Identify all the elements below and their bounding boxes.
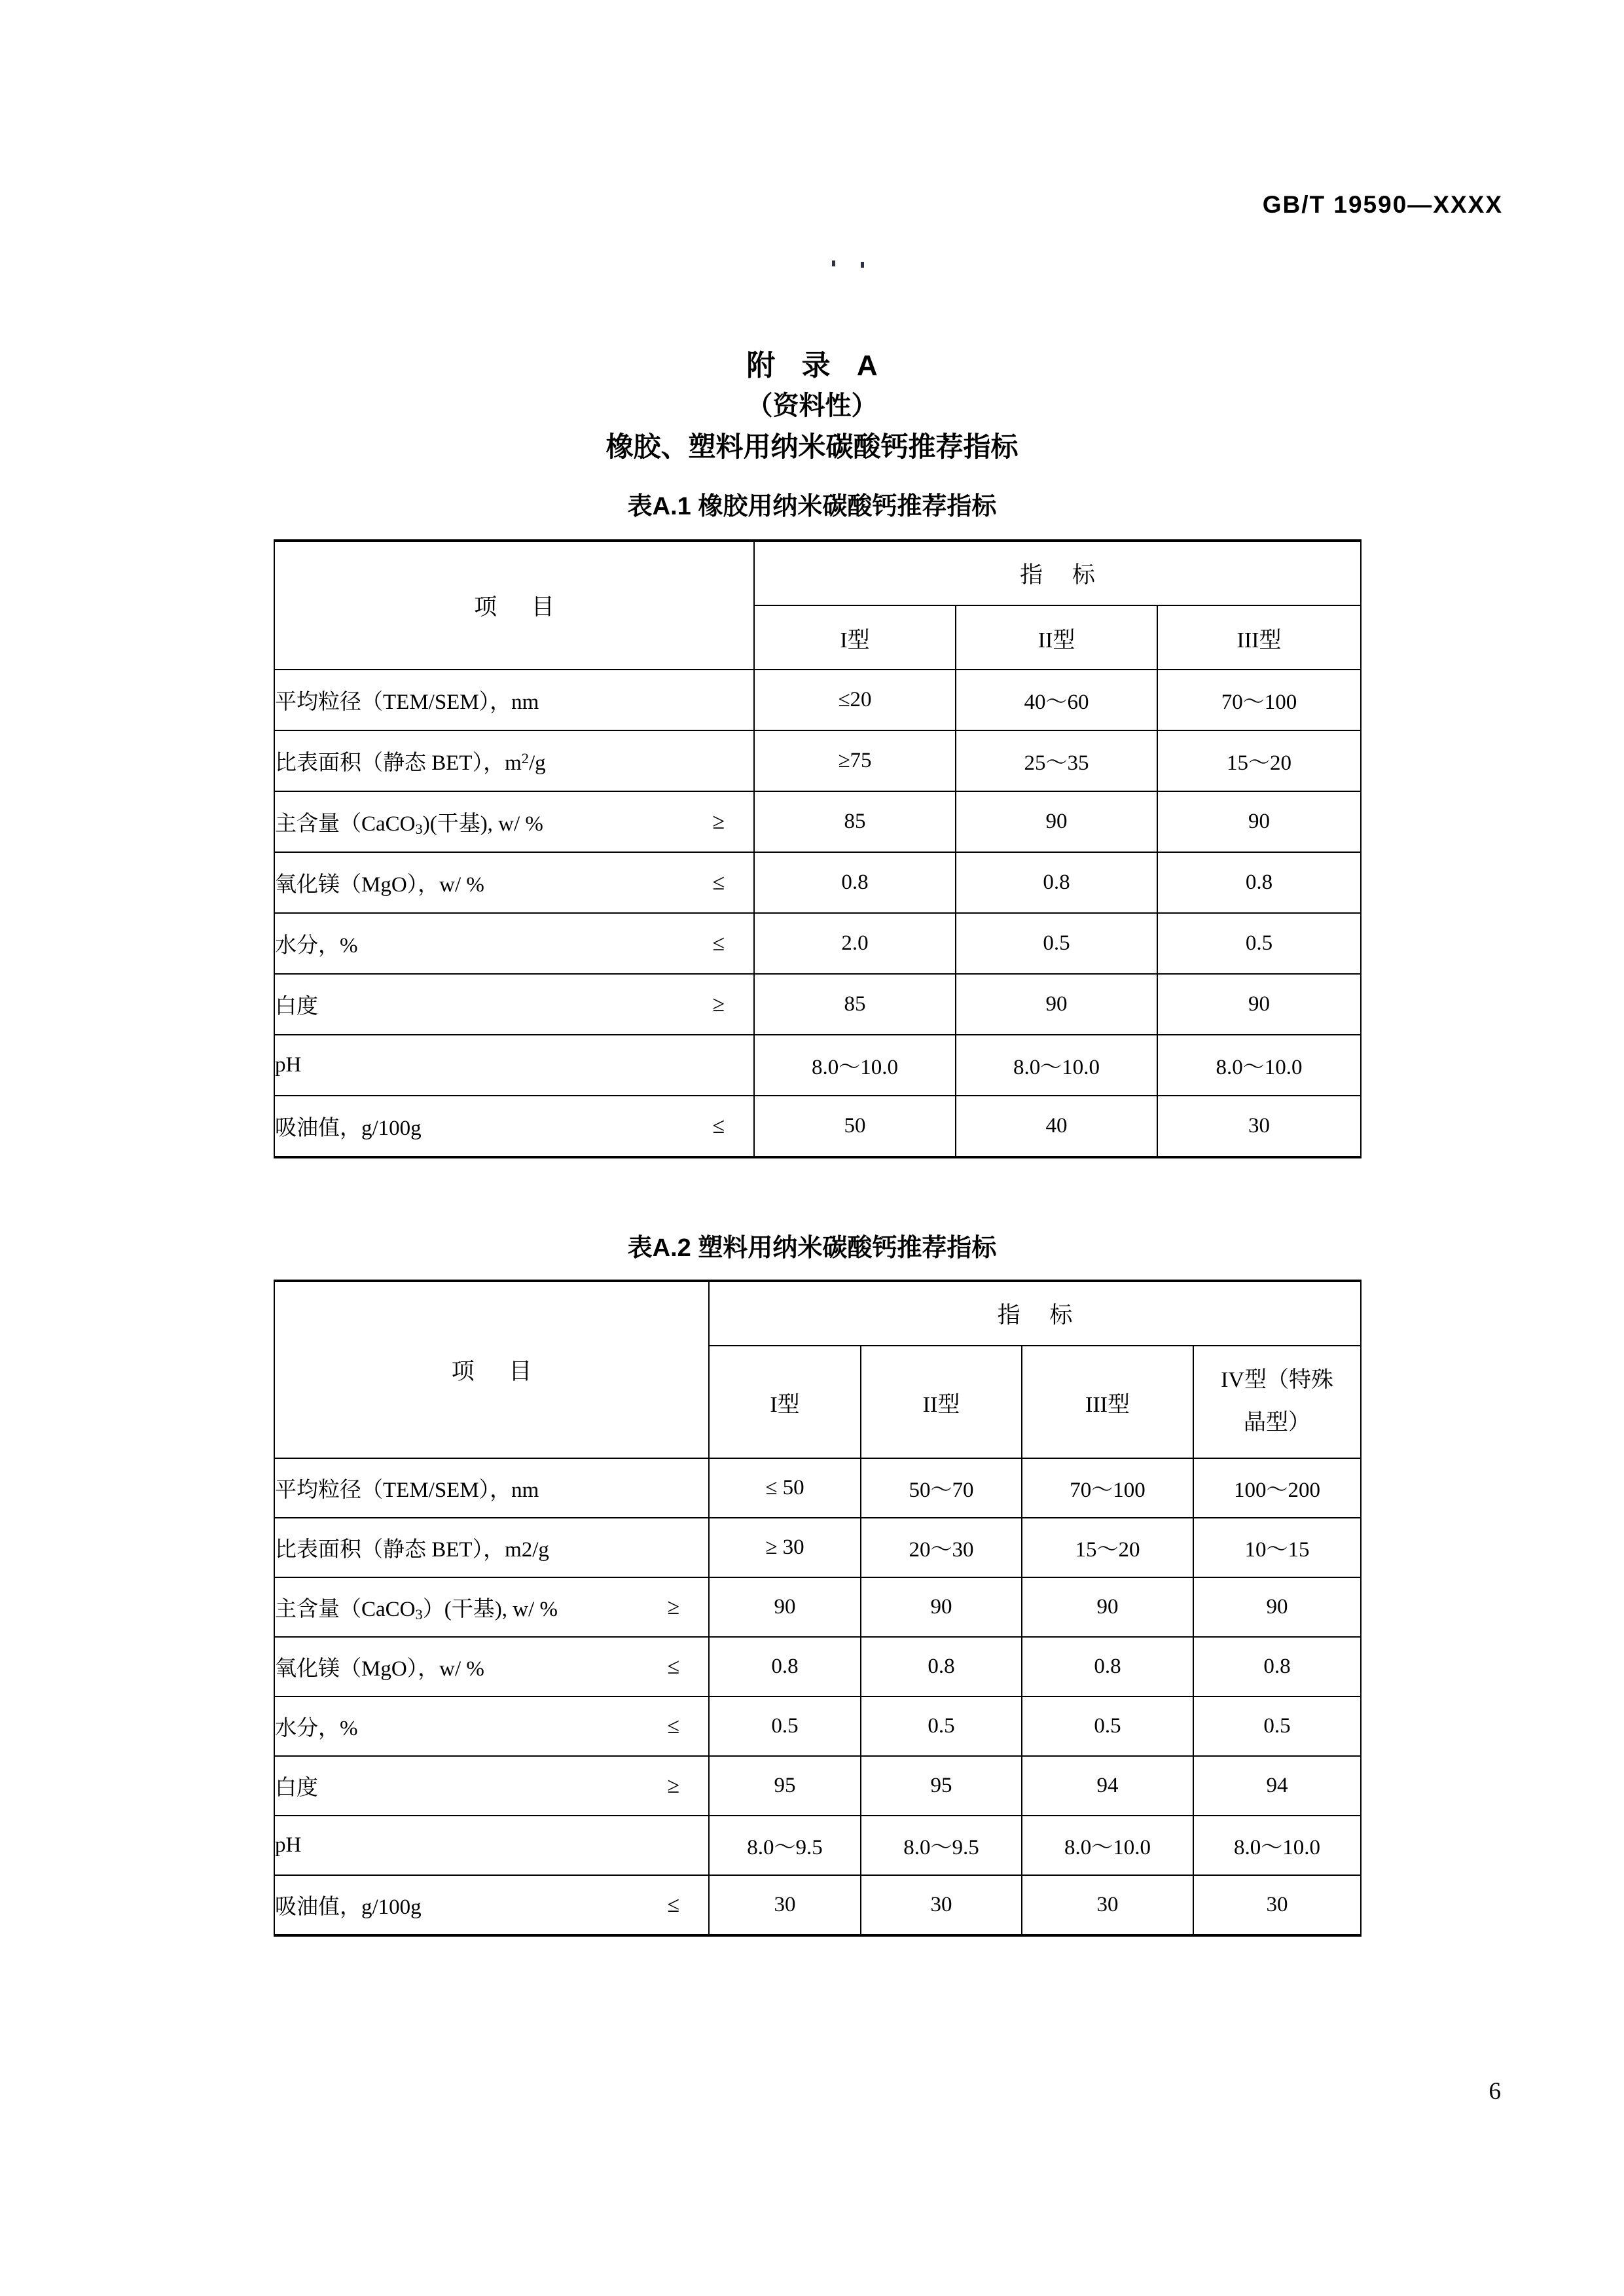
table-row	[274, 1577, 1361, 1637]
row-label-cell	[274, 1637, 709, 1696]
table-row	[274, 670, 1361, 730]
table-row	[274, 1756, 1361, 1816]
row-label-cell	[274, 670, 754, 730]
row-value-cell: 0.5	[709, 1696, 861, 1756]
table-a2-header-type-4-line1: IV型（特殊	[1221, 1368, 1333, 1393]
row-label-text: 比表面积（静态 BET），$m^2/g$	[275, 749, 546, 775]
table-a1-header-type-2: II型	[956, 605, 1157, 670]
row-value-cell: 8.0～10.0	[1022, 1816, 1193, 1875]
running-header-standard-id: GB/T 19590—XXXX	[1262, 191, 1503, 218]
row-value-cell: 0.8	[1022, 1637, 1193, 1696]
row-operator-symbol: ≥	[667, 1594, 679, 1619]
row-label-text: 平均粒径（TEM/SEM），nm	[275, 691, 539, 714]
row-value-cell: 20～30	[861, 1518, 1022, 1577]
row-value-cell: 0.5	[861, 1696, 1022, 1756]
row-value-cell: 8.0～10.0	[754, 1035, 956, 1096]
row-label-text: 氧化镁（MgO），w/ %	[275, 873, 484, 897]
row-value-cell: 15～20	[1022, 1518, 1193, 1577]
row-value-cell: 0.8	[709, 1637, 861, 1696]
table-row	[274, 1637, 1361, 1696]
row-value-cell: 85	[754, 974, 956, 1035]
table-row	[274, 730, 1361, 791]
row-value-cell: 70～100	[1022, 1458, 1193, 1518]
row-label-cell	[274, 1035, 754, 1096]
row-operator-symbol: ≥	[667, 1773, 679, 1798]
row-value-cell: 0.5	[1157, 913, 1361, 974]
page-number: 6	[1489, 2078, 1501, 2105]
row-value-cell: 2.0	[754, 913, 956, 974]
row-value-cell: 8.0～10.0	[1193, 1816, 1361, 1875]
row-label-cell	[274, 913, 754, 974]
row-value-cell: 0.5	[1193, 1696, 1361, 1756]
table-a2-body	[274, 1458, 1361, 1935]
row-value-cell: 8.0～10.0	[1157, 1035, 1361, 1096]
table-row	[274, 1035, 1361, 1096]
table-row	[274, 1696, 1361, 1756]
table-a2-header-type-4-line2: 晶型）	[1244, 1410, 1310, 1435]
table-a1-header-index: 指 标	[754, 541, 1361, 605]
scan-artifact-mark	[861, 262, 864, 268]
row-operator-symbol: ≤	[712, 870, 725, 895]
row-value-cell: 25～35	[956, 730, 1157, 791]
row-value-cell: 70～100	[1157, 670, 1361, 730]
row-label-cell	[274, 1096, 754, 1157]
row-value-cell: 0.5	[956, 913, 1157, 974]
row-value-cell: 94	[1193, 1756, 1361, 1816]
table-a1-header-type-1: I型	[754, 605, 956, 670]
annex-title: 附 录 A	[746, 350, 887, 382]
row-label-cell	[274, 730, 754, 791]
row-label-cell	[274, 1875, 709, 1935]
row-value-cell: ≥75	[754, 730, 956, 791]
table-a2-header-type-3: III型	[1022, 1346, 1193, 1458]
table-a1-body	[274, 670, 1361, 1157]
row-value-cell: 50	[754, 1096, 956, 1157]
row-operator-symbol: ≤	[667, 1892, 679, 1917]
row-value-cell: ≤20	[754, 670, 956, 730]
row-value-cell: 95	[861, 1756, 1022, 1816]
row-operator-symbol: ≤	[712, 1113, 725, 1138]
row-label-text: 主含量（CaCO$_3$）(干基), w/ %	[275, 1597, 558, 1623]
table-row	[274, 1096, 1361, 1157]
table-a2-header-row-top	[274, 1281, 1361, 1346]
row-label-text: 白度	[275, 995, 318, 1018]
row-operator-symbol: ≥	[712, 992, 725, 1016]
row-label-cell	[274, 974, 754, 1035]
row-value-cell: 0.8	[1193, 1637, 1361, 1696]
row-value-cell: 90	[1022, 1577, 1193, 1637]
row-value-cell: 8.0～9.5	[861, 1816, 1022, 1875]
row-label-text: 氧化镁（MgO），w/ %	[275, 1657, 484, 1681]
row-label-cell	[274, 1458, 709, 1518]
row-value-cell: 30	[1193, 1875, 1361, 1935]
row-label-text: 白度	[275, 1776, 318, 1800]
row-value-cell: 90	[1193, 1577, 1361, 1637]
row-value-cell: 15～20	[1157, 730, 1361, 791]
table-a1-header-type-3: III型	[1157, 605, 1361, 670]
table-row	[274, 1875, 1361, 1935]
row-value-cell: ≤ 50	[709, 1458, 861, 1518]
table-a2-header-index: 指 标	[709, 1281, 1361, 1346]
row-label-text: 吸油值，g/100g	[275, 1117, 422, 1140]
row-value-cell: 95	[709, 1756, 861, 1816]
row-label-cell	[274, 852, 754, 913]
row-value-cell: 90	[1157, 974, 1361, 1035]
row-value-cell: 50～70	[861, 1458, 1022, 1518]
row-value-cell: ≥ 30	[709, 1518, 861, 1577]
table-a1-rubber-spec	[274, 539, 1362, 1158]
row-value-cell: 40～60	[956, 670, 1157, 730]
table-row	[274, 1518, 1361, 1577]
row-value-cell: 100～200	[1193, 1458, 1361, 1518]
row-label-cell	[274, 1577, 709, 1637]
row-label-text: 平均粒径（TEM/SEM），nm	[275, 1479, 539, 1502]
table-a1-header-item: 项 目	[274, 541, 754, 670]
row-value-cell: 90	[956, 791, 1157, 852]
table-a2-header-type-2: II型	[861, 1346, 1022, 1458]
row-operator-symbol: ≤	[712, 931, 725, 956]
row-value-cell: 0.8	[754, 852, 956, 913]
row-value-cell: 8.0～9.5	[709, 1816, 861, 1875]
table-row	[274, 913, 1361, 974]
row-label-cell	[274, 1756, 709, 1816]
row-value-cell: 30	[1022, 1875, 1193, 1935]
row-label-cell	[274, 1816, 709, 1875]
row-label-cell	[274, 1696, 709, 1756]
row-operator-symbol: ≤	[667, 1654, 679, 1679]
row-label-text: 主含量（CaCO$_3$)(干基), w/ %	[275, 812, 543, 837]
row-value-cell: 0.8	[1157, 852, 1361, 913]
row-value-cell: 90	[861, 1577, 1022, 1637]
table-a2-header-item: 项 目	[274, 1281, 709, 1458]
row-value-cell: 30	[709, 1875, 861, 1935]
row-value-cell: 94	[1022, 1756, 1193, 1816]
annex-subtitle: （资料性）	[746, 391, 878, 420]
row-value-cell: 0.8	[861, 1637, 1022, 1696]
scan-artifact-mark	[832, 260, 835, 266]
row-value-cell: 40	[956, 1096, 1157, 1157]
row-label-text: pH	[275, 1833, 302, 1857]
table-a2-header-type-1: I型	[709, 1346, 861, 1458]
row-value-cell: 85	[754, 791, 956, 852]
row-label-cell	[274, 1518, 709, 1577]
row-value-cell: 30	[1157, 1096, 1361, 1157]
row-operator-symbol: ≥	[712, 809, 725, 834]
table-a2-caption: 表A.2 塑料用纳米碳酸钙推荐指标	[627, 1234, 997, 1262]
row-value-cell: 30	[861, 1875, 1022, 1935]
table-a2-header-type-4	[1193, 1346, 1361, 1458]
row-label-text: 水分，%	[275, 934, 358, 958]
row-label-text: 水分，%	[275, 1717, 358, 1740]
row-value-cell: 90	[956, 974, 1157, 1035]
table-row	[274, 1458, 1361, 1518]
table-row	[274, 791, 1361, 852]
table-row	[274, 974, 1361, 1035]
row-label-cell	[274, 791, 754, 852]
row-label-text: 吸油值，g/100g	[275, 1895, 422, 1919]
row-operator-symbol: ≤	[667, 1713, 679, 1738]
row-value-cell: 10～15	[1193, 1518, 1361, 1577]
table-row	[274, 1816, 1361, 1875]
row-value-cell: 8.0～10.0	[956, 1035, 1157, 1096]
row-label-text: pH	[275, 1053, 302, 1077]
annex-name: 橡胶、塑料用纳米碳酸钙推荐指标	[605, 431, 1019, 462]
row-value-cell: 90	[1157, 791, 1361, 852]
row-label-text: 比表面积（静态 BET），m2/g	[275, 1538, 549, 1562]
table-a1-caption: 表A.1 橡胶用纳米碳酸钙推荐指标	[627, 493, 997, 520]
row-value-cell: 0.8	[956, 852, 1157, 913]
table-a1-header-row-top	[274, 541, 1361, 605]
row-value-cell: 90	[709, 1577, 861, 1637]
table-a2-plastic-spec	[274, 1280, 1362, 1937]
row-value-cell: 0.5	[1022, 1696, 1193, 1756]
table-row	[274, 852, 1361, 913]
